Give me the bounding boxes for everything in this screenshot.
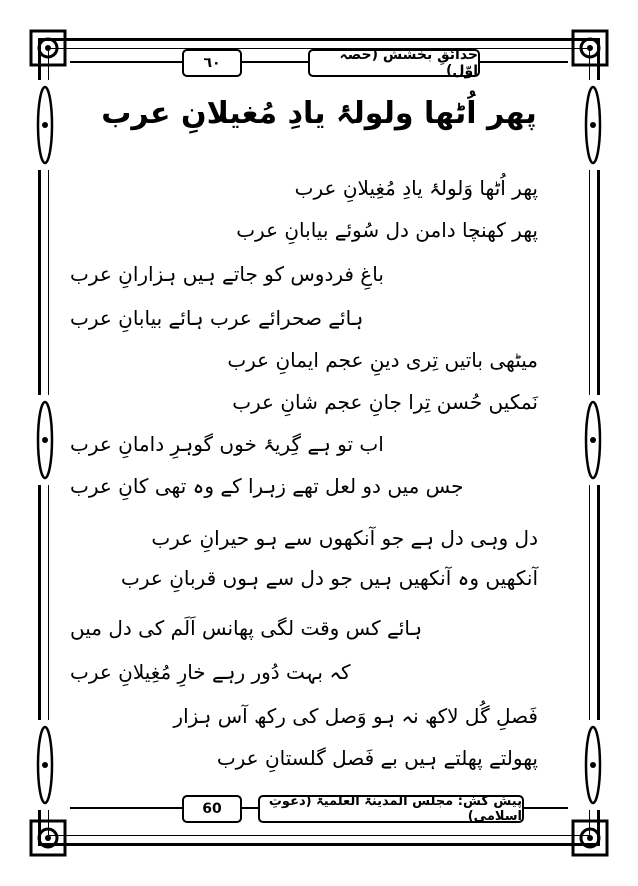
- header-page-number: ٦٠: [182, 49, 242, 77]
- verse-line: ہائے صحرائے عرب ہائے بیابانِ عرب: [70, 306, 364, 330]
- verse-line: کہ بہت دُور رہے خارِ مُغِیلانِ عرب: [70, 660, 351, 684]
- verse-line: پھولتے پھلتے ہیں بے فَصل گلستانِ عرب: [216, 746, 538, 770]
- poem-heading: پھر اُٹھا ولولۂ یادِ مُغیلانِ عرب: [101, 96, 537, 131]
- verse-line: آنکھیں وہ آنکھیں ہیں جو دل سے ہوں قربانِ عرب: [121, 566, 538, 590]
- verse-line: ہائے کس وقت لگی پھانس اَلَم کی دل میں: [70, 616, 423, 640]
- verse-line: نَمکیں حُسن تِرا جانِ عجم شانِ عرب: [232, 390, 538, 414]
- verse-line: اب تو ہے گِریۂ خوں گوہرِ دامانِ عرب: [70, 432, 384, 456]
- verse-line: باغِ فردوس کو جاتے ہیں ہزارانِ عرب: [70, 262, 384, 286]
- page-footer: [70, 793, 568, 823]
- verse-line: پھر اُٹھا وَلولۂ یادِ مُغِیلانِ عرب: [294, 176, 538, 200]
- verse-line: فَصلِ گُل لاکھ نہ ہو وَصل کی رکھ آس ہزار: [173, 704, 538, 728]
- footer-page-number: 60: [182, 795, 242, 823]
- verse-line: دل وہی دل ہے جو آنکھوں سے ہو حیرانِ عرب: [151, 526, 538, 550]
- verse-line: پھر کھنچا دامن دل سُوئے بیابانِ عرب: [236, 218, 538, 242]
- verse-line: میٹھی باتیں تِری دینِ عجم ایمانِ عرب: [227, 348, 538, 372]
- header-book-title: حدائقِ بخشش (حصہ اوّل): [308, 49, 480, 77]
- verse-line: جس میں دو لعل تھے زہرا کے وہ تھی کانِ عرب: [70, 474, 464, 498]
- footer-publisher: پیش کش: مجلس المدینۃ العلمیۃ (دعوتِ اسلامی): [258, 795, 524, 823]
